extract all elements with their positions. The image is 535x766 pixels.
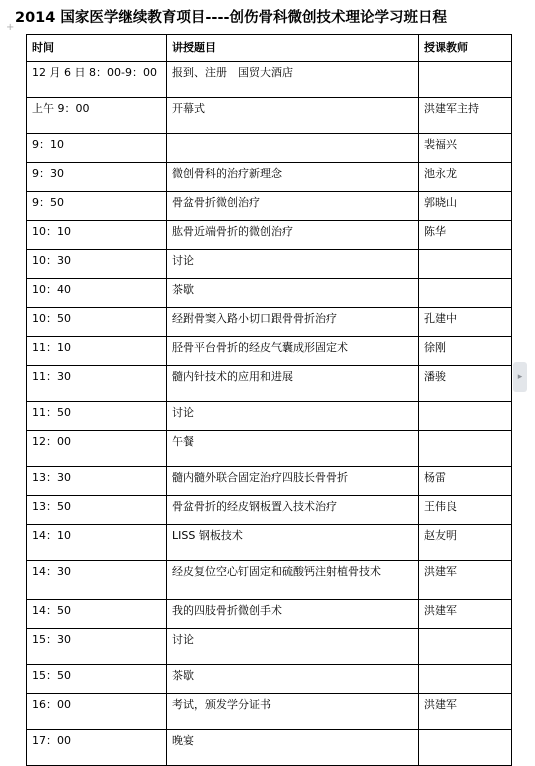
table-row: [27, 496, 512, 525]
time-cell: 11：10: [27, 337, 167, 366]
teacher-cell: 赵友明: [419, 525, 512, 561]
time-cell: 14：10: [27, 525, 167, 561]
time-cell: 15：50: [27, 665, 167, 694]
table-row: [27, 366, 512, 402]
table-row: [27, 694, 512, 730]
time-cell: 14：50: [27, 600, 167, 629]
topic-cell: 报到、注册 国贸大酒店: [167, 62, 419, 98]
topic-cell: 经跗骨窦入路小切口跟骨骨折治疗: [167, 308, 419, 337]
teacher-cell: [419, 279, 512, 308]
teacher-cell: 裴福兴: [419, 134, 512, 163]
table-row: [27, 62, 512, 98]
table-row: [27, 163, 512, 192]
table-row: [27, 665, 512, 694]
topic-cell: 午餐: [167, 431, 419, 467]
table-row: [27, 600, 512, 629]
topic-cell: 胫骨平台骨折的经皮气囊成形固定术: [167, 337, 419, 366]
time-cell: 15：30: [27, 629, 167, 665]
time-cell: 上午 9：00: [27, 98, 167, 134]
teacher-cell: [419, 250, 512, 279]
time-cell: 11：30: [27, 366, 167, 402]
topic-cell: 微创骨科的治疗新理念: [167, 163, 419, 192]
table-row: [27, 431, 512, 467]
table-row: [27, 525, 512, 561]
time-cell: 14：30: [27, 561, 167, 600]
time-cell: 9：50: [27, 192, 167, 221]
table-row: [27, 98, 512, 134]
table-row: [27, 279, 512, 308]
teacher-cell: [419, 431, 512, 467]
time-cell: 17：00: [27, 730, 167, 766]
table-row: [27, 192, 512, 221]
teacher-cell: 潘骏: [419, 366, 512, 402]
topic-cell: 髓内髓外联合固定治疗四肢长骨骨折: [167, 467, 419, 496]
topic-cell: 晚宴: [167, 730, 419, 766]
teacher-cell: 郭晓山: [419, 192, 512, 221]
teacher-cell: [419, 629, 512, 665]
chevron-right-icon: ▸: [517, 372, 523, 382]
teacher-cell: 洪建军: [419, 694, 512, 730]
topic-cell: 骨盆骨折微创治疗: [167, 192, 419, 221]
table-row: [27, 402, 512, 431]
table-row: [27, 629, 512, 665]
topic-cell: 茶歇: [167, 665, 419, 694]
topic-cell: 髓内针技术的应用和进展: [167, 366, 419, 402]
table-header-row: [27, 35, 512, 62]
teacher-cell: 洪建军: [419, 561, 512, 600]
table-row: [27, 467, 512, 496]
table-row: [27, 221, 512, 250]
topic-cell: 经皮复位空心钉固定和硫酸钙注射植骨技术: [167, 561, 419, 600]
header-teacher: 授课教师: [419, 35, 512, 62]
table-row: [27, 730, 512, 766]
time-cell: 10：50: [27, 308, 167, 337]
table-row: [27, 134, 512, 163]
topic-cell: 讨论: [167, 402, 419, 431]
teacher-cell: [419, 402, 512, 431]
time-cell: 10：30: [27, 250, 167, 279]
header-time: 时间: [27, 35, 167, 62]
time-cell: 12 月 6 日 8：00-9：00: [27, 62, 167, 98]
time-cell: 13：30: [27, 467, 167, 496]
teacher-cell: 徐刚: [419, 337, 512, 366]
table-row: [27, 561, 512, 600]
table-row: [27, 337, 512, 366]
time-cell: 10：40: [27, 279, 167, 308]
teacher-cell: [419, 730, 512, 766]
time-cell: 9：30: [27, 163, 167, 192]
topic-cell: 考试，颁发学分证书: [167, 694, 419, 730]
time-cell: 13：50: [27, 496, 167, 525]
table-row: [27, 308, 512, 337]
teacher-cell: 洪建军主持: [419, 98, 512, 134]
time-cell: 12：00: [27, 431, 167, 467]
teacher-cell: 池永龙: [419, 163, 512, 192]
teacher-cell: 杨雷: [419, 467, 512, 496]
time-cell: 10：10: [27, 221, 167, 250]
document-title: 2014 国家医学继续教育项目----创伤骨科微创技术理论学习班日程: [15, 10, 447, 26]
schedule-table: [26, 34, 512, 766]
topic-cell: 肱骨近端骨折的微创治疗: [167, 221, 419, 250]
time-cell: 11：50: [27, 402, 167, 431]
topic-cell: 开幕式: [167, 98, 419, 134]
topic-cell: 讨论: [167, 250, 419, 279]
teacher-cell: 陈华: [419, 221, 512, 250]
teacher-cell: 洪建军: [419, 600, 512, 629]
teacher-cell: 王伟良: [419, 496, 512, 525]
teacher-cell: [419, 665, 512, 694]
topic-cell: LISS 钢板技术: [167, 525, 419, 561]
table-row: [27, 250, 512, 279]
topic-cell: 我的四肢骨折微创手术: [167, 600, 419, 629]
topic-cell: [167, 134, 419, 163]
teacher-cell: [419, 62, 512, 98]
page-scroll-handle[interactable]: [513, 362, 527, 392]
teacher-cell: 孔建中: [419, 308, 512, 337]
text-boundary-corner-mark: +: [6, 22, 15, 33]
time-cell: 9：10: [27, 134, 167, 163]
topic-cell: 骨盆骨折的经皮钢板置入技术治疗: [167, 496, 419, 525]
time-cell: 16：00: [27, 694, 167, 730]
header-topic: 讲授题目: [167, 35, 419, 62]
topic-cell: 讨论: [167, 629, 419, 665]
topic-cell: 茶歇: [167, 279, 419, 308]
